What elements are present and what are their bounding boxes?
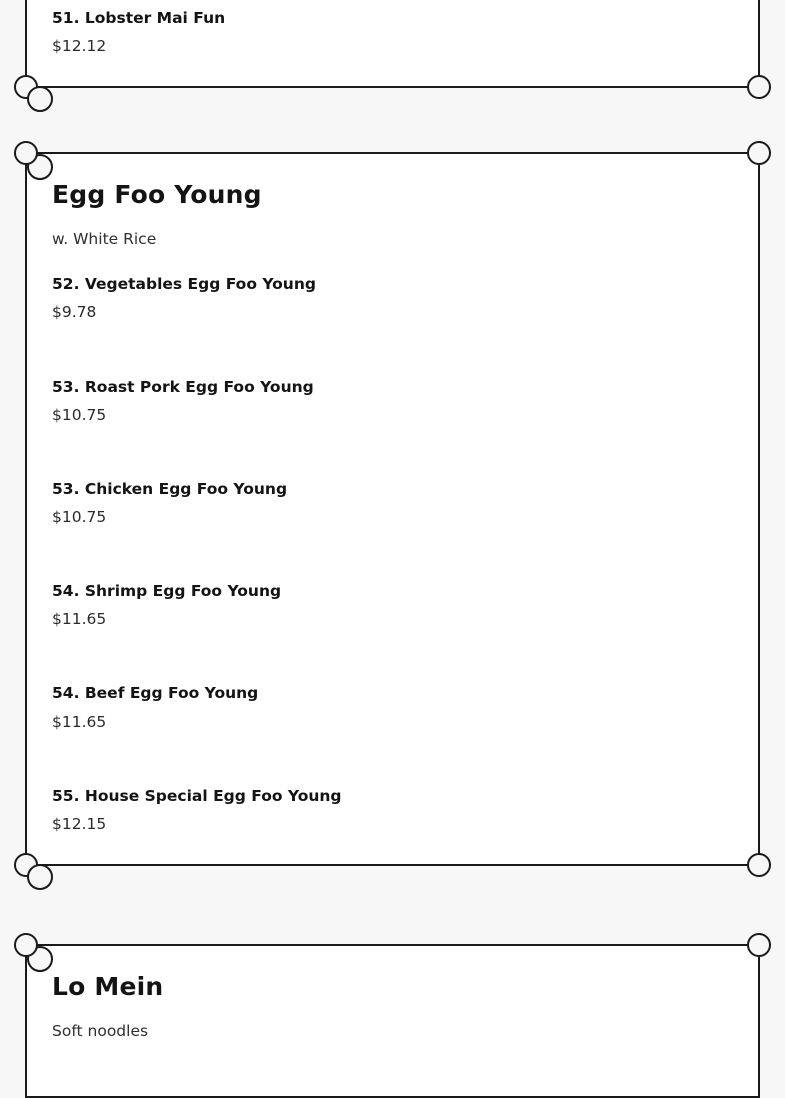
section-title: Lo Mein	[52, 971, 164, 1001]
menu-item[interactable]	[52, 786, 733, 834]
menu-item-price: $11.65	[52, 610, 107, 629]
menu-item-price: $10.75	[52, 507, 107, 526]
menu-item-name: 53. Chicken Egg Foo Young	[52, 479, 288, 498]
section-content	[27, 0, 758, 86]
menu-section-egg-foo-young	[25, 152, 760, 866]
menu-item-price: $11.65	[52, 712, 107, 731]
menu-item-price: $12.12	[52, 37, 107, 56]
section-title: Egg Foo Young	[52, 180, 262, 210]
menu-item-name: 51. Lobster Mai Fun	[52, 9, 226, 27]
section-gap	[0, 88, 785, 152]
menu-item[interactable]	[52, 479, 733, 527]
section-gap	[0, 866, 785, 944]
menu-section-partial-top	[25, 0, 760, 88]
menu-item[interactable]	[52, 274, 733, 322]
menu-item[interactable]	[52, 683, 733, 731]
menu-item[interactable]	[52, 377, 733, 425]
menu-item-name: 54. Shrimp Egg Foo Young	[52, 582, 282, 601]
menu-item-price: $12.15	[52, 814, 107, 833]
menu-item-name: 53. Roast Pork Egg Foo Young	[52, 377, 314, 396]
menu-item[interactable]	[52, 581, 733, 629]
menu-item-name: 55. House Special Egg Foo Young	[52, 786, 342, 805]
menu-item-name: 54. Beef Egg Foo Young	[52, 684, 259, 703]
section-content	[27, 154, 758, 864]
section-subtitle: Soft noodles	[52, 1021, 149, 1040]
section-subtitle: w. White Rice	[52, 230, 157, 249]
menu-item-name: 52. Vegetables Egg Foo Young	[52, 275, 316, 294]
menu-item[interactable]	[52, 8, 733, 56]
menu-section-lo-mein	[25, 944, 760, 1098]
menu-item-price: $9.78	[52, 303, 97, 322]
menu-item-price: $10.75	[52, 405, 107, 424]
section-content	[27, 946, 758, 1096]
